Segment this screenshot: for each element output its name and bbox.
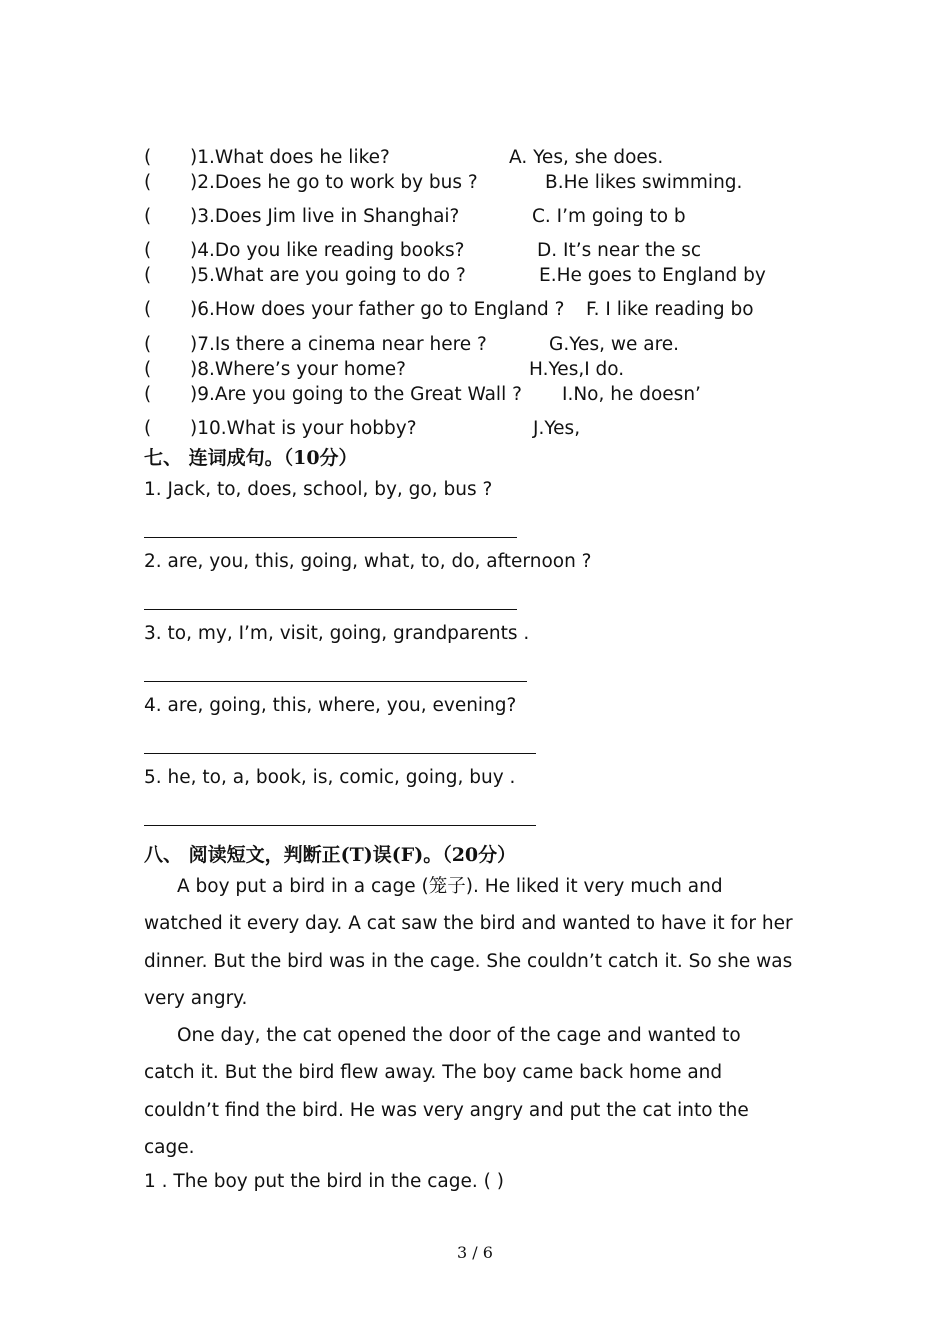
match-answer: H.Yes,I do. [529, 359, 625, 380]
answer-paren: ( [144, 206, 152, 227]
answer-paren: ( [144, 418, 152, 439]
answer-paren: ( [144, 334, 152, 355]
match-question: )8.Where’s your home? [190, 359, 406, 380]
match-question: )4.Do you like reading books? [190, 240, 465, 261]
judge-question-1: 1 . The boy put the bird in the cage. ( ) [144, 1171, 504, 1192]
section-7-heading: 七、 连词成句。（10分） [144, 447, 358, 469]
reading-paragraph-2: One day, the cat opened the door of the cage and wanted to catch it. But the bird flew away. The boy came back home and couldn’t find the bird. He was very angry and put the cat into the cage. [144, 1025, 749, 1158]
match-question: )2.Does he go to work by bus ? [190, 172, 478, 193]
answer-paren: ( [144, 359, 152, 380]
match-answer: E.He goes to England by [539, 265, 766, 286]
answer-paren: ( [144, 299, 152, 320]
reorder-item-3: 3. to, my, I’m, visit, going, grandparents . [144, 623, 530, 644]
match-answer: B.He likes swimming. [545, 172, 743, 193]
match-answer: I.No, he doesn’ [562, 384, 701, 405]
match-answer: C. I’m going to b [532, 206, 686, 227]
match-answer: F. I like reading bo [586, 299, 754, 320]
reorder-item-1: 1. Jack, to, does, school, by, go, bus ? [144, 479, 493, 500]
match-answer: J.Yes, [533, 418, 581, 439]
answer-line-2 [144, 609, 517, 610]
match-question: )9.Are you going to the Great Wall ? [190, 384, 522, 405]
section-8-heading: 八、 阅读短文，判断正(T)误(F)。（20分） [144, 844, 517, 866]
match-question: )7.Is there a cinema near here ? [190, 334, 487, 355]
match-question: )5.What are you going to do ? [190, 265, 466, 286]
answer-line-4 [144, 753, 536, 754]
answer-line-1 [144, 537, 517, 538]
reading-paragraph-1: A boy put a bird in a cage (笼子). He liked it very much and watched it every day. A cat saw the bird and wanted to have it for her dinner. But the bird was in the cage. She couldn’t catch it. So she was very angry. [144, 876, 793, 1009]
match-answer: G.Yes, we are. [549, 334, 680, 355]
answer-paren: ( [144, 240, 152, 261]
match-answer: A. Yes, she does. [509, 147, 664, 168]
match-question: )6.How does your father go to England ? [190, 299, 565, 320]
match-answer: D. It’s near the sc [537, 240, 702, 261]
reorder-item-5: 5. he, to, a, book, is, comic, going, buy . [144, 767, 516, 788]
answer-paren: ( [144, 384, 152, 405]
answer-paren: ( [144, 265, 152, 286]
answer-paren: ( [144, 172, 152, 193]
answer-line-5 [144, 825, 536, 826]
answer-paren: ( [144, 147, 152, 168]
reorder-item-4: 4. are, going, this, where, you, evening? [144, 695, 517, 716]
answer-line-3 [144, 681, 527, 682]
reorder-item-2: 2. are, you, this, going, what, to, do, afternoon ? [144, 551, 592, 572]
match-question: )10.What is your hobby? [190, 418, 417, 439]
match-question: )1.What does he like? [190, 147, 390, 168]
match-question: )3.Does Jim live in Shanghai? [190, 206, 460, 227]
page-number: 3 / 6 [457, 1243, 493, 1262]
